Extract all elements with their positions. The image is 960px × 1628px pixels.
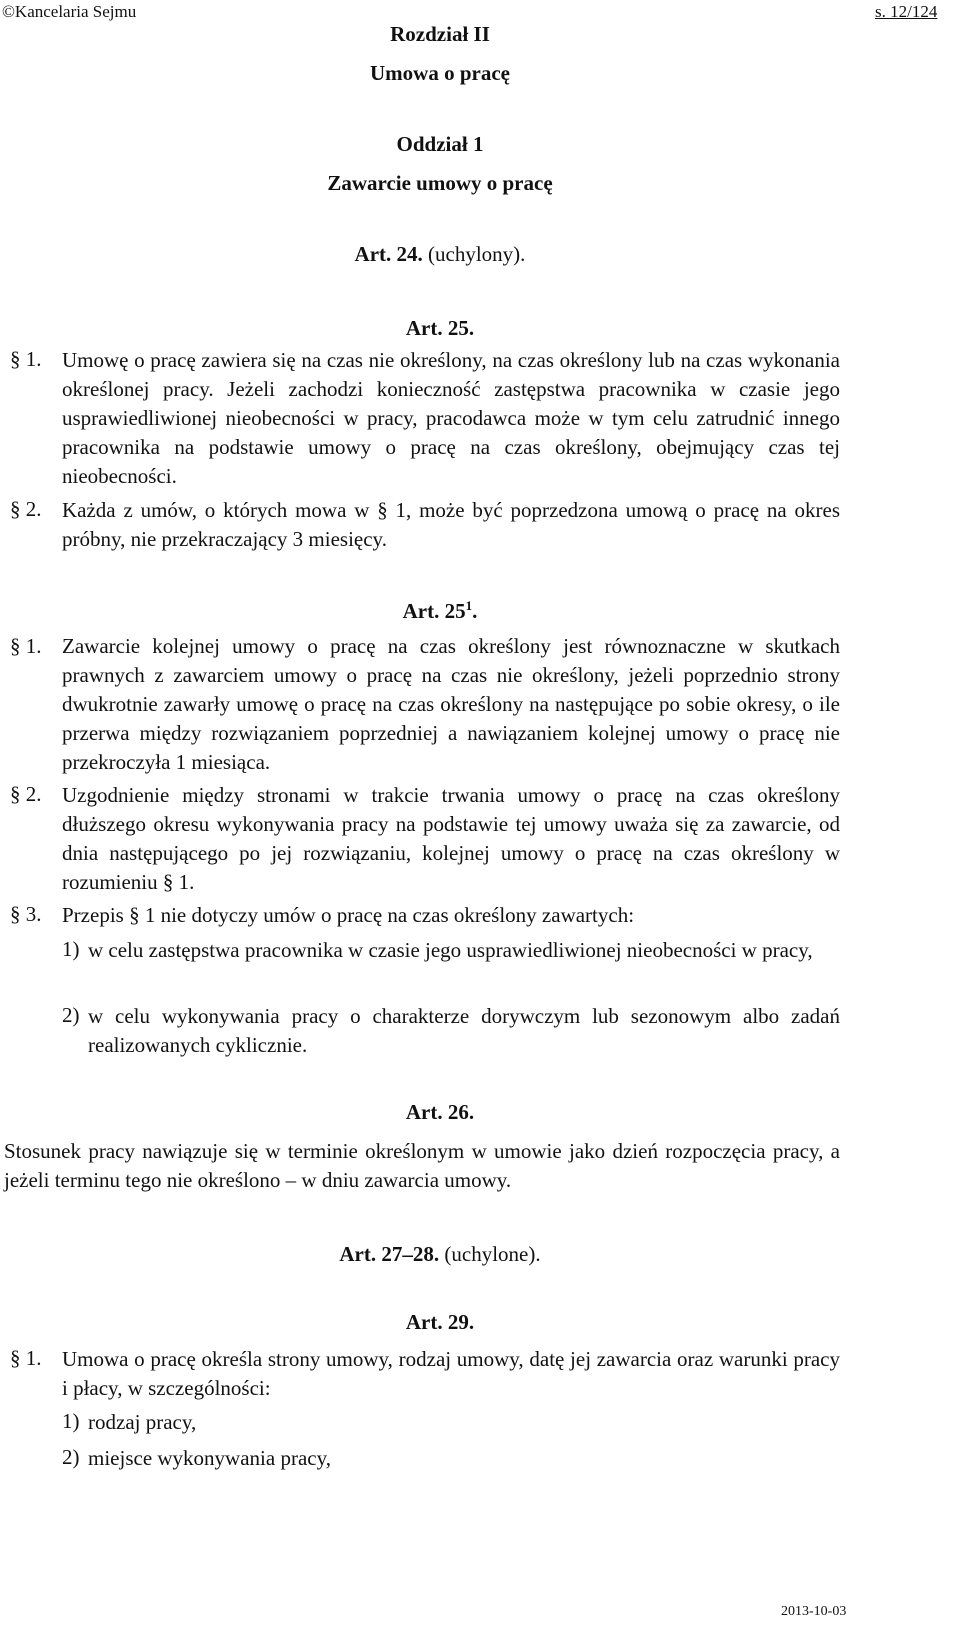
art-25-1-superscript: 1 — [465, 598, 473, 613]
art-25-1-par-1-text: Zawarcie kolejnej umowy o pracę na czas określony jest równoznaczne w skutkach prawnych z zawarciem umowy o pracę na czas nie określony, jeżeli poprzednio strony dwukrotnie zawarły umowę o pracę na czas określony na następujące po sobie okresy, o ile przerwa między rozwiązaniem poprzedniej a nawiązaniem kolejnej umowy o pracę nie przekroczyła 1 miesiąca. — [62, 634, 840, 774]
art-25-par-2-number: § 2. — [10, 497, 42, 521]
art-27-28-note: (uchylone). — [444, 1242, 541, 1266]
art-25-1-label: Art. 25 — [402, 599, 466, 623]
chapter-subtitle: Umowa o pracę — [370, 61, 510, 85]
art-25-1-item-1-text: w celu zastępstwa pracownika w czasie jego usprawiedliwionej nieobecności w pracy, — [88, 938, 813, 962]
header-page-number[interactable]: s. 12/124 — [875, 2, 938, 21]
art-25-1-par-3-text: Przepis § 1 nie dotyczy umów o pracę na czas określony zawartych: — [62, 903, 635, 927]
art-29-par-1-text: Umowa o pracę określa strony umowy, rodzaj umowy, datę jej zawarcia oraz warunki pracy i płacy, w szczególności: — [62, 1347, 840, 1400]
art-26-heading: Art. 26. — [405, 1100, 475, 1124]
header-source: ©Kancelaria Sejmu — [2, 2, 137, 21]
art-25-1-heading — [0, 599, 880, 624]
art-27-28-label: Art. 27–28. — [339, 1242, 440, 1266]
art-25-1-par-2-number: § 2. — [10, 782, 42, 806]
art-25-1-item-2-number: 2) — [62, 1003, 80, 1027]
art-29-item-2-number: 2) — [62, 1445, 80, 1469]
art-25-1-label-end: . — [472, 599, 478, 623]
division-subtitle: Zawarcie umowy o pracę — [327, 171, 553, 195]
art-29-item-1-text: rodzaj pracy, — [88, 1410, 197, 1434]
art-25-1-item-2-text: w celu wykonywania pracy o charakterze dorywczym lub sezonowym albo zadań realizowanych cyklicznie. — [88, 1004, 840, 1057]
art-25-1-par-2-text: Uzgodnienie między stronami w trakcie trwania umowy o pracę na czas określony dłuższego okresu wykonywania pracy na podstawie tej umowy uważa się za zawarcie, od dnia następującego po jej rozwiązaniu, kolejnej umowy o pracę na czas określony w rozumieniu § 1. — [62, 783, 840, 894]
art-25-par-2-text: Każda z umów, o których mowa w § 1, może być poprzedzona umową o pracę na okres próbny, nie przekraczający 3 miesięcy. — [62, 498, 840, 551]
art-24-note: (uchylony). — [428, 242, 526, 266]
art-25-1-item-1-number: 1) — [62, 937, 80, 961]
chapter-title: Rozdział II — [390, 22, 490, 46]
art-29-par-1-number: § 1. — [10, 1346, 42, 1370]
art-24-heading — [0, 242, 880, 267]
art-27-28-heading — [0, 1242, 880, 1267]
art-25-par-1-text: Umowę o pracę zawiera się na czas nie określony, na czas określony lub na czas wykonania określonej pracy. Jeżeli zachodzi konieczność zastępstwa pracownika w czasie jego usprawiedliwionej nieobecności w pracy, pracodawca może w tym celu zatrudnić innego pracownika na podstawie umowy o pracę na czas określony, obejmujący czas tej nieobecności. — [62, 348, 840, 488]
art-29-item-1-number: 1) — [62, 1409, 80, 1433]
art-25-1-par-1-number: § 1. — [10, 634, 42, 658]
art-25-par-1-number: § 1. — [10, 347, 42, 371]
art-29-heading: Art. 29. — [405, 1310, 475, 1334]
art-24-label: Art. 24. — [354, 242, 423, 266]
art-25-heading: Art. 25. — [405, 316, 475, 340]
division-title: Oddział 1 — [396, 132, 484, 156]
footer-date: 2013-10-03 — [781, 1604, 847, 1619]
art-29-item-2-text: miejsce wykonywania pracy, — [88, 1446, 331, 1470]
art-26-text: Stosunek pracy nawiązuje się w terminie określonym w umowie jako dzień rozpoczęcia pracy, a jeżeli terminu tego nie określono – w dniu zawarcia umowy. — [4, 1139, 840, 1192]
art-25-1-par-3-number: § 3. — [10, 902, 42, 926]
